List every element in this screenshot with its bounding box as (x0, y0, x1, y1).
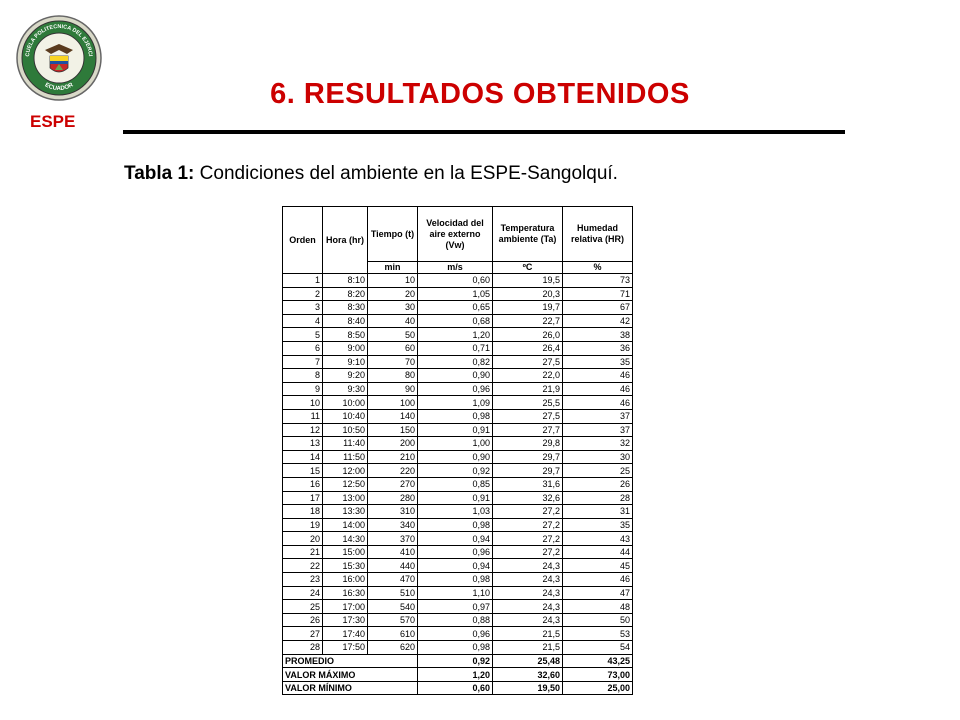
table-summary (283, 654, 633, 695)
table-cell: 9:10 (323, 355, 368, 369)
table-cell: 510 (368, 586, 418, 600)
summary-ta: 25,48 (493, 654, 563, 668)
table-cell: 210 (368, 450, 418, 464)
table-cell: 1,05 (418, 287, 493, 301)
table-cell: 90 (368, 382, 418, 396)
table-cell: 1,03 (418, 505, 493, 519)
header-temperatura: Temperatura ambiente (Ta) (493, 207, 563, 262)
table-cell: 470 (368, 573, 418, 587)
unit-min: min (368, 262, 418, 274)
table-row (283, 274, 633, 288)
table-cell: 12 (283, 423, 323, 437)
table-cell: 0,98 (418, 573, 493, 587)
summary-row (283, 681, 633, 695)
table-cell: 27,7 (493, 423, 563, 437)
table-cell: 12:50 (323, 477, 368, 491)
table-cell: 610 (368, 627, 418, 641)
page-title: 6. RESULTADOS OBTENIDOS (270, 78, 690, 110)
summary-hr: 73,00 (563, 668, 633, 682)
table-cell: 0,96 (418, 382, 493, 396)
table-cell: 15 (283, 464, 323, 478)
table-cell: 310 (368, 505, 418, 519)
table-cell: 9:20 (323, 369, 368, 383)
table-cell: 0,90 (418, 450, 493, 464)
table-cell: 3 (283, 301, 323, 315)
table-cell: 0,85 (418, 477, 493, 491)
table-cell: 22,0 (493, 369, 563, 383)
table-cell: 26 (283, 613, 323, 627)
table-cell: 32 (563, 437, 633, 451)
unit-c: ºC (493, 262, 563, 274)
header-velocidad: Velocidad del aire externo (Vw) (418, 207, 493, 262)
unit-percent: % (563, 262, 633, 274)
table-cell: 410 (368, 545, 418, 559)
conditions-table (282, 206, 633, 695)
table-cell: 8:10 (323, 274, 368, 288)
summary-vw: 1,20 (418, 668, 493, 682)
table-cell: 0,96 (418, 627, 493, 641)
table-cell: 44 (563, 545, 633, 559)
table-cell: 0,97 (418, 600, 493, 614)
table-cell: 27,5 (493, 409, 563, 423)
header-humedad: Humedad relativa (HR) (563, 207, 633, 262)
table-cell: 27,2 (493, 545, 563, 559)
summary-label: VALOR MÍNIMO (283, 681, 418, 695)
table-cell: 19,7 (493, 301, 563, 315)
table-cell: 30 (368, 301, 418, 315)
table-cell: 15:00 (323, 545, 368, 559)
table-cell: 25 (283, 600, 323, 614)
table-cell: 270 (368, 477, 418, 491)
table-cell: 45 (563, 559, 633, 573)
table-cell: 10:40 (323, 409, 368, 423)
table-cell: 22 (283, 559, 323, 573)
table-cell: 26,4 (493, 341, 563, 355)
table-cell: 150 (368, 423, 418, 437)
table-cell: 35 (563, 355, 633, 369)
table-row (283, 409, 633, 423)
table-cell: 280 (368, 491, 418, 505)
table-cell: 29,7 (493, 450, 563, 464)
table-row (283, 287, 633, 301)
summary-vw: 0,60 (418, 681, 493, 695)
table-row (283, 532, 633, 546)
table-cell: 21,5 (493, 627, 563, 641)
table-cell: 28 (283, 641, 323, 655)
caption-prefix: Tabla 1: (124, 163, 195, 184)
table-cell: 16 (283, 477, 323, 491)
header-hora: Hora (hr) (323, 207, 368, 274)
table-row (283, 369, 633, 383)
table-cell: 17:50 (323, 641, 368, 655)
table-cell: 20,3 (493, 287, 563, 301)
table-cell: 27,2 (493, 505, 563, 519)
table-row (283, 613, 633, 627)
table-cell: 0,90 (418, 369, 493, 383)
table-row (283, 341, 633, 355)
table-cell: 70 (368, 355, 418, 369)
table-cell: 1,09 (418, 396, 493, 410)
summary-row (283, 668, 633, 682)
table-cell: 9:00 (323, 341, 368, 355)
table-cell: 8:30 (323, 301, 368, 315)
table-cell: 40 (368, 314, 418, 328)
table-cell: 4 (283, 314, 323, 328)
table-cell: 8:20 (323, 287, 368, 301)
table-cell: 31 (563, 505, 633, 519)
table-cell: 29,8 (493, 437, 563, 451)
table-cell: 67 (563, 301, 633, 315)
table-cell: 20 (368, 287, 418, 301)
table-cell: 46 (563, 382, 633, 396)
table-cell: 27,2 (493, 532, 563, 546)
table-cell: 16:30 (323, 586, 368, 600)
table-cell: 24,3 (493, 600, 563, 614)
table-cell: 0,96 (418, 545, 493, 559)
table-cell: 54 (563, 641, 633, 655)
table-cell: 21 (283, 545, 323, 559)
table-cell: 200 (368, 437, 418, 451)
table-cell: 9:30 (323, 382, 368, 396)
table-row (283, 545, 633, 559)
table-cell: 570 (368, 613, 418, 627)
table-row (283, 301, 633, 315)
table-cell: 16:00 (323, 573, 368, 587)
table-cell: 46 (563, 369, 633, 383)
table-caption (124, 163, 618, 185)
table-cell: 30 (563, 450, 633, 464)
table-cell: 15:30 (323, 559, 368, 573)
table-cell: 13:00 (323, 491, 368, 505)
table-cell: 0,92 (418, 464, 493, 478)
table-cell: 17:40 (323, 627, 368, 641)
table-cell: 26,0 (493, 328, 563, 342)
table-cell: 0,88 (418, 613, 493, 627)
table-cell: 100 (368, 396, 418, 410)
header-tiempo: Tiempo (t) (368, 207, 418, 262)
table-cell: 0,94 (418, 559, 493, 573)
table-cell: 50 (563, 613, 633, 627)
table-cell: 32,6 (493, 491, 563, 505)
table-cell: 14:30 (323, 532, 368, 546)
table-cell: 80 (368, 369, 418, 383)
table-cell: 24,3 (493, 559, 563, 573)
table-row (283, 559, 633, 573)
table-cell: 38 (563, 328, 633, 342)
table-cell: 11:40 (323, 437, 368, 451)
table-cell: 0,91 (418, 491, 493, 505)
table-cell: 17 (283, 491, 323, 505)
table-cell: 540 (368, 600, 418, 614)
table-cell: 37 (563, 409, 633, 423)
table-cell: 43 (563, 532, 633, 546)
table-cell: 1,00 (418, 437, 493, 451)
table-cell: 8:50 (323, 328, 368, 342)
table-cell: 1,10 (418, 586, 493, 600)
summary-ta: 32,60 (493, 668, 563, 682)
table-cell: 25 (563, 464, 633, 478)
table-cell: 27,2 (493, 518, 563, 532)
table-cell: 2 (283, 287, 323, 301)
table-row (283, 328, 633, 342)
summary-vw: 0,92 (418, 654, 493, 668)
summary-label: VALOR MÁXIMO (283, 668, 418, 682)
table-cell: 13:30 (323, 505, 368, 519)
table-cell: 17:00 (323, 600, 368, 614)
table-cell: 31,6 (493, 477, 563, 491)
table-cell: 6 (283, 341, 323, 355)
summary-hr: 43,25 (563, 654, 633, 668)
table-cell: 25,5 (493, 396, 563, 410)
table-cell: 0,68 (418, 314, 493, 328)
table-cell: 0,60 (418, 274, 493, 288)
table-cell: 11 (283, 409, 323, 423)
svg-text:ESCUELA POLITECNICA DEL EJERCI: CUELA POLITECNICA DEL EJERCI (24, 23, 93, 57)
table-cell: 21,9 (493, 382, 563, 396)
summary-row (283, 654, 633, 668)
table-row (283, 600, 633, 614)
table-cell: 27 (283, 627, 323, 641)
summary-label: PROMEDIO (283, 654, 418, 668)
table-cell: 19 (283, 518, 323, 532)
caption-text: Condiciones del ambiente en la ESPE-Sangolquí. (194, 163, 618, 184)
table-row (283, 491, 633, 505)
table-row (283, 382, 633, 396)
table-cell: 10 (283, 396, 323, 410)
table-cell: 18 (283, 505, 323, 519)
table-cell: 620 (368, 641, 418, 655)
table-cell: 46 (563, 573, 633, 587)
table-cell: 24 (283, 586, 323, 600)
table-cell: 8:40 (323, 314, 368, 328)
table-cell: 21,5 (493, 641, 563, 655)
table-cell: 27,5 (493, 355, 563, 369)
title-rule (123, 130, 845, 134)
svg-text:ECUADOR: ECUADOR (43, 82, 75, 93)
table-cell: 8 (283, 369, 323, 383)
table-cell: 47 (563, 586, 633, 600)
table-cell: 220 (368, 464, 418, 478)
table-cell: 7 (283, 355, 323, 369)
table-row (283, 573, 633, 587)
table-cell: 48 (563, 600, 633, 614)
table-row (283, 641, 633, 655)
header-orden: Orden (283, 207, 323, 274)
table-cell: 14:00 (323, 518, 368, 532)
table-row (283, 505, 633, 519)
table-cell: 0,98 (418, 518, 493, 532)
table-cell: 140 (368, 409, 418, 423)
table-cell: 0,98 (418, 409, 493, 423)
table-cell: 0,94 (418, 532, 493, 546)
table-cell: 50 (368, 328, 418, 342)
table-cell: 29,7 (493, 464, 563, 478)
summary-hr: 25,00 (563, 681, 633, 695)
table-cell: 37 (563, 423, 633, 437)
table-cell: 440 (368, 559, 418, 573)
table-cell: 73 (563, 274, 633, 288)
table-cell: 0,82 (418, 355, 493, 369)
table-row (283, 450, 633, 464)
table-cell: 340 (368, 518, 418, 532)
table-cell: 1,20 (418, 328, 493, 342)
table-cell: 36 (563, 341, 633, 355)
espe-label: ESPE (30, 112, 76, 131)
table-cell: 42 (563, 314, 633, 328)
table-cell: 24,3 (493, 613, 563, 627)
table-row (283, 423, 633, 437)
table-cell: 5 (283, 328, 323, 342)
table-cell: 0,71 (418, 341, 493, 355)
table-cell: 19,5 (493, 274, 563, 288)
table-cell: 11:50 (323, 450, 368, 464)
table-row (283, 396, 633, 410)
table-row (283, 518, 633, 532)
unit-ms: m/s (418, 262, 493, 274)
table-cell: 35 (563, 518, 633, 532)
table-cell: 0,98 (418, 641, 493, 655)
table-cell: 13 (283, 437, 323, 451)
table-cell: 14 (283, 450, 323, 464)
table-cell: 53 (563, 627, 633, 641)
table-cell: 22,7 (493, 314, 563, 328)
table-row (283, 314, 633, 328)
summary-ta: 19,50 (493, 681, 563, 695)
table-cell: 9 (283, 382, 323, 396)
table-row (283, 464, 633, 478)
table-cell: 1 (283, 274, 323, 288)
table-cell: 10 (368, 274, 418, 288)
table-cell: 71 (563, 287, 633, 301)
table-cell: 0,91 (418, 423, 493, 437)
table-cell: 26 (563, 477, 633, 491)
table-row (283, 477, 633, 491)
table-cell: 24,3 (493, 586, 563, 600)
table-row (283, 437, 633, 451)
table-cell: 17:30 (323, 613, 368, 627)
table-cell: 46 (563, 396, 633, 410)
table-cell: 10:00 (323, 396, 368, 410)
table-cell: 10:50 (323, 423, 368, 437)
table-row (283, 627, 633, 641)
table-row (283, 586, 633, 600)
table-cell: 24,3 (493, 573, 563, 587)
table-cell: 60 (368, 341, 418, 355)
table-cell: 0,65 (418, 301, 493, 315)
table-cell: 23 (283, 573, 323, 587)
table-body (283, 274, 633, 655)
table-cell: 28 (563, 491, 633, 505)
table-row (283, 355, 633, 369)
table-cell: 12:00 (323, 464, 368, 478)
table-cell: 20 (283, 532, 323, 546)
table-cell: 370 (368, 532, 418, 546)
